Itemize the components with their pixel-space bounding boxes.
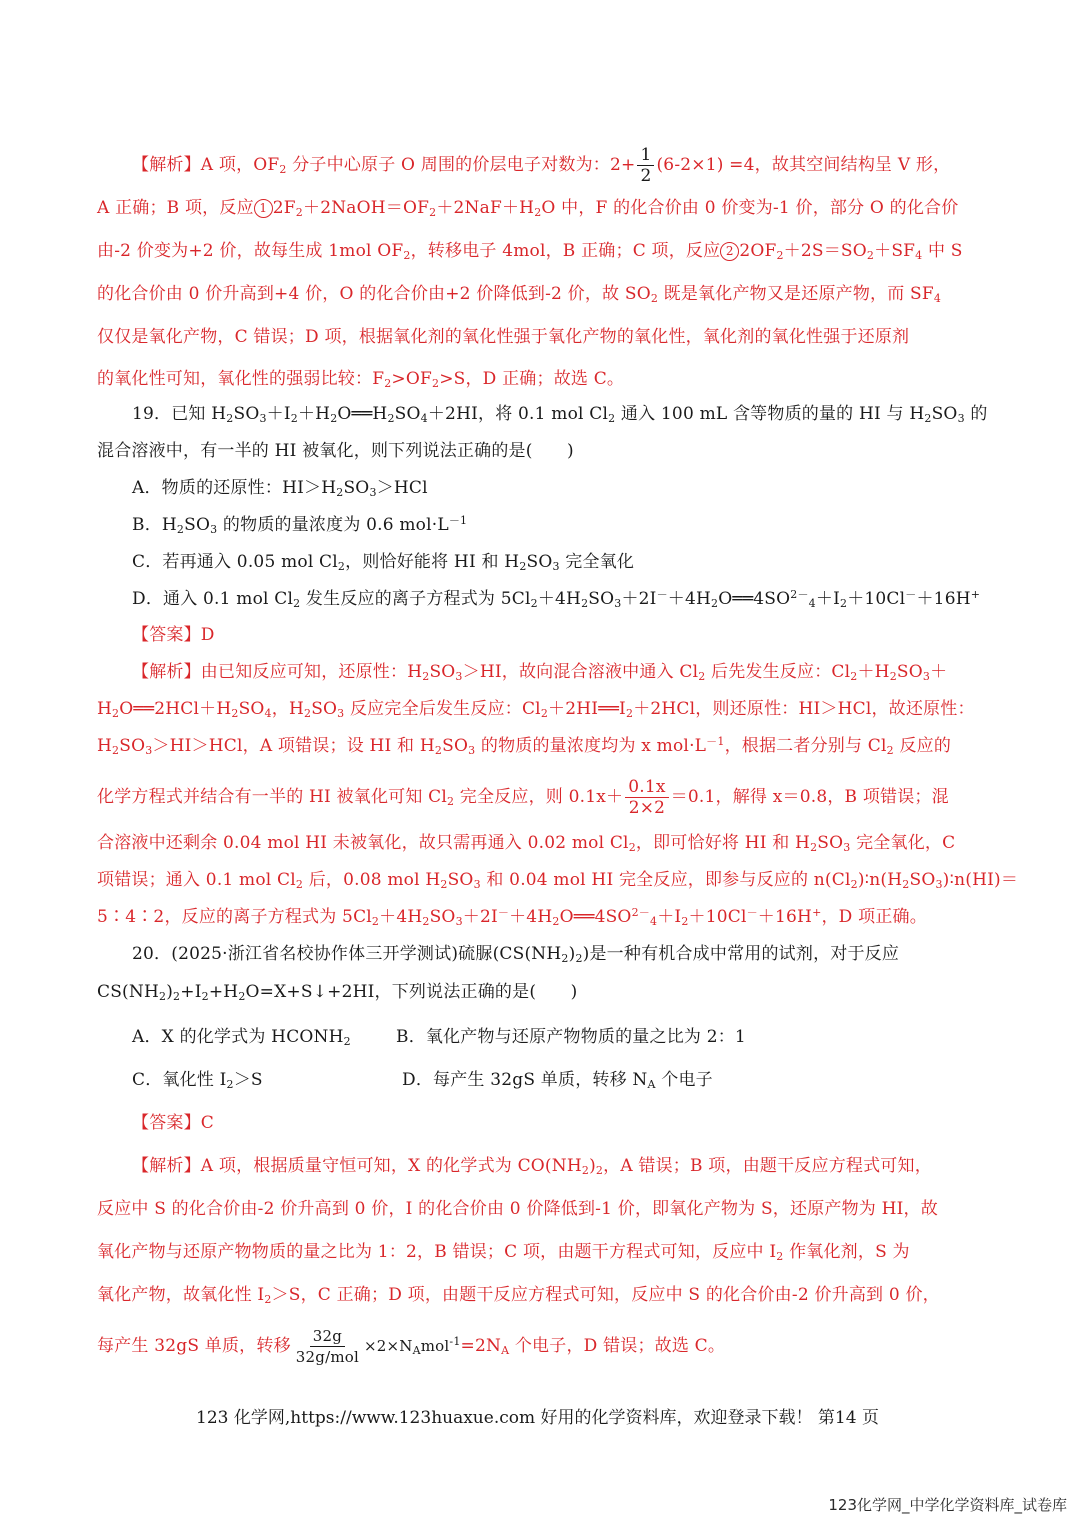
q19-option-b: B．$H_2SO_3$ 的物质的量浓度为 0.6 $mol\cdot L^{-1}$ [132, 514, 468, 536]
half-fraction: $\frac{1}{2}$ [637, 145, 654, 186]
q20-explanation-line-5: 每产生 32gS 单质，转移 $\frac{32g}{\text{32g/mol}}$ $\times 2\times N_Amol^{-1}=2N_A$ 个电子，D 错误；故选 C。 [97, 1327, 726, 1366]
q19-explanation-line-7: 5∶4∶2，反应的离子方程式为 $5Cl_2+4H_2SO_3+2I^-+4H_2O══4SO^{2-}_4+I_2+10Cl^-+16H^+$，D 项正确。 [97, 906, 927, 928]
q20-explanation-line-1: 【解析】A 项，根据质量守恒可知，X 的化学式为 $CO(NH_2)_2$，A 错误；B 项，由题干反应方程式可知， [132, 1156, 932, 1177]
q18-explanation-line-6: 的氧化性可知，氧化性的强弱比较：$F_2>OF_2>S$，D 正确；故选 C。 [97, 369, 625, 390]
q19-option-a: A．物质的还原性：$HI>H_2SO_3>HCl$ [132, 478, 428, 499]
page-footer: 123 化学网,https://www.123huaxue.com 好用的化学资料库，欢迎登录下载！ 第14 页 [196, 1408, 879, 1428]
q20-answer: 【答案】C [132, 1113, 215, 1133]
q20-explanation-line-2: 反应中 S 的化合价由-2 价升高到 0 价，I 的化合价由 0 价降低到-1 价，即氧化产物为 S，还原产物为 HI，故 [97, 1199, 938, 1219]
q20-option-a: A．X 的化学式为 $HCONH_2$ [132, 1027, 351, 1048]
q19-explanation-line-3: $H_2SO_3>HI>HCl$，A 项错误；设 HI 和 $H_2SO_3$ 的物质的量浓度均为 x $mol\cdot L^{-1}$，根据二者分别与 $Cl_2$ 反应的 [97, 735, 952, 757]
site-watermark: 123化学网_中学化学资料库_试卷库 [828, 1496, 1067, 1514]
q18-explanation-line-1: 【解析】A 项，$OF_2$ 分子中心原子 O 周围的价层电子对数为：2+ $\frac{1}{2}$ (6-2×1) =4，故其空间结构呈 V 形， [132, 145, 951, 186]
q19-stem-line-2: 混合溶液中，有一半的 HI 被氧化，则下列说法正确的是( ) [97, 441, 574, 461]
q20-explanation-line-4: 氧化产物，故氧化性 $I_2>S$，C 正确；D 项，由题干反应方程式可知，反应中 S 的化合价由-2 价升高到 0 价， [97, 1285, 940, 1306]
fraction-32g: $\frac{32g}{\text{32g/mol}}$ [295, 1327, 359, 1366]
q19-option-c: C．若再通入 0.05 mol $Cl_2$，则恰好能将 HI 和 $H_2SO_3$ 完全氧化 [132, 552, 635, 573]
q20-explanation-line-3: 氧化产物与还原产物物质的量之比为 1：2，B 错误；C 项，由题干方程式可知，反应中 $I_2$ 作氧化剂，S 为 [97, 1242, 910, 1263]
circled-number-2: 2 [720, 242, 739, 261]
q20-stem-line-2: $CS(NH_2)_2+I_2+H_2O=X+S↓+2HI$，下列说法正确的是( ) [97, 982, 578, 1003]
q20-option-d: D．每产生 32gS 单质，转移 $N_A$ 个电子 [402, 1070, 713, 1091]
q18-explanation-line-4: 的化合价由 0 价升高到+4 价，O 的化合价由+2 价降低到-2 价，故 $SO_2$ 既是氧化产物又是还原产物，而 $SF_4$ [97, 284, 942, 305]
q19-explanation-line-4: 化学方程式并结合有一半的 HI 被氧化可知 $Cl_2$ 完全反应，则 0.1x＋ $\frac{0.1x}{2\times 2}$ ＝0.1，解得 x＝0.8，B 项错误；混 [97, 777, 949, 818]
q18-explanation-line-2: A 正确；B 项，反应 1 $2F_2+2NaOH=OF_2+2NaF+H_2O$ 中，F 的化合价由 0 价变为-1 价，部分 O 的化合价 [97, 198, 959, 219]
q19-explanation-line-6: 项错误；通入 0.1 mol $Cl_2$ 后，0.08 mol $H_2SO_3$ 和 0.04 mol HI 完全反应，即参与反应的 $n(Cl_2)∶n(H_2SO_3)∶n(HI)=$ [97, 870, 1019, 891]
q20-option-b: B．氧化产物与还原产物物质的量之比为 2：1 [396, 1027, 746, 1047]
q19-explanation-line-1: 【解析】由已知反应可知，还原性：$H_2SO_3>HI$，故向混合溶液中通入 $Cl_2$ 后先发生反应：$Cl_2+H_2SO_3+$ [132, 662, 948, 683]
q19-explanation-line-5: 合溶液中还剩余 0.04 mol HI 未被氧化，故只需再通入 0.02 mol $Cl_2$，即可恰好将 HI 和 $H_2SO_3$ 完全氧化，C [97, 833, 956, 854]
q20-option-c: C．氧化性 $I_2>S$ [132, 1070, 263, 1091]
q19-answer: 【答案】D [132, 625, 215, 645]
q18-explanation-line-5: 仅仅是氧化产物，C 错误；D 项，根据氧化剂的氧化性强于氧化产物的氧化性，氧化剂的氧化性强于还原剂 [97, 327, 910, 347]
q19-option-d: D．通入 0.1 mol $Cl_2$ 发生反应的离子方程式为 $5Cl_2+4H_2SO_3+2I^-+4H_2O══4SO^{2-}_4+I_2+10Cl^-+16H^+$ [132, 588, 981, 610]
q18-explanation-line-3: 由-2 价变为+2 价，故每生成 1mol $OF_2$，转移电子 4mol，B 正确；C 项，反应 2 $2OF_2+2S=SO_2+SF_4$ 中 S [97, 241, 963, 262]
circled-number-1: 1 [254, 199, 273, 218]
fraction-0-1x: $\frac{0.1x}{2\times 2}$ [625, 777, 668, 818]
q19-stem-line-1: 19．已知 $H_2SO_3+I_2+H_2O══H_2SO_4+2HI$，将 0.1 mol $Cl_2$ 通入 100 mL 含等物质的量的 HI 与 $H_2SO_3$ 的 [132, 404, 988, 425]
q20-stem-line-1: 20．(2025·浙江省名校协作体三开学测试)硫脲$(CS(NH_2)_2)$是一种有机合成中常用的试剂，对于反应 [132, 944, 900, 965]
q19-explanation-line-2: $H_2O══2HCl+H_2SO_4$，$H_2SO_3$ 反应完全后发生反应：$Cl_2+2HI══I_2+2HCl$，则还原性：HI＞HCl，故还原性： [97, 699, 975, 720]
